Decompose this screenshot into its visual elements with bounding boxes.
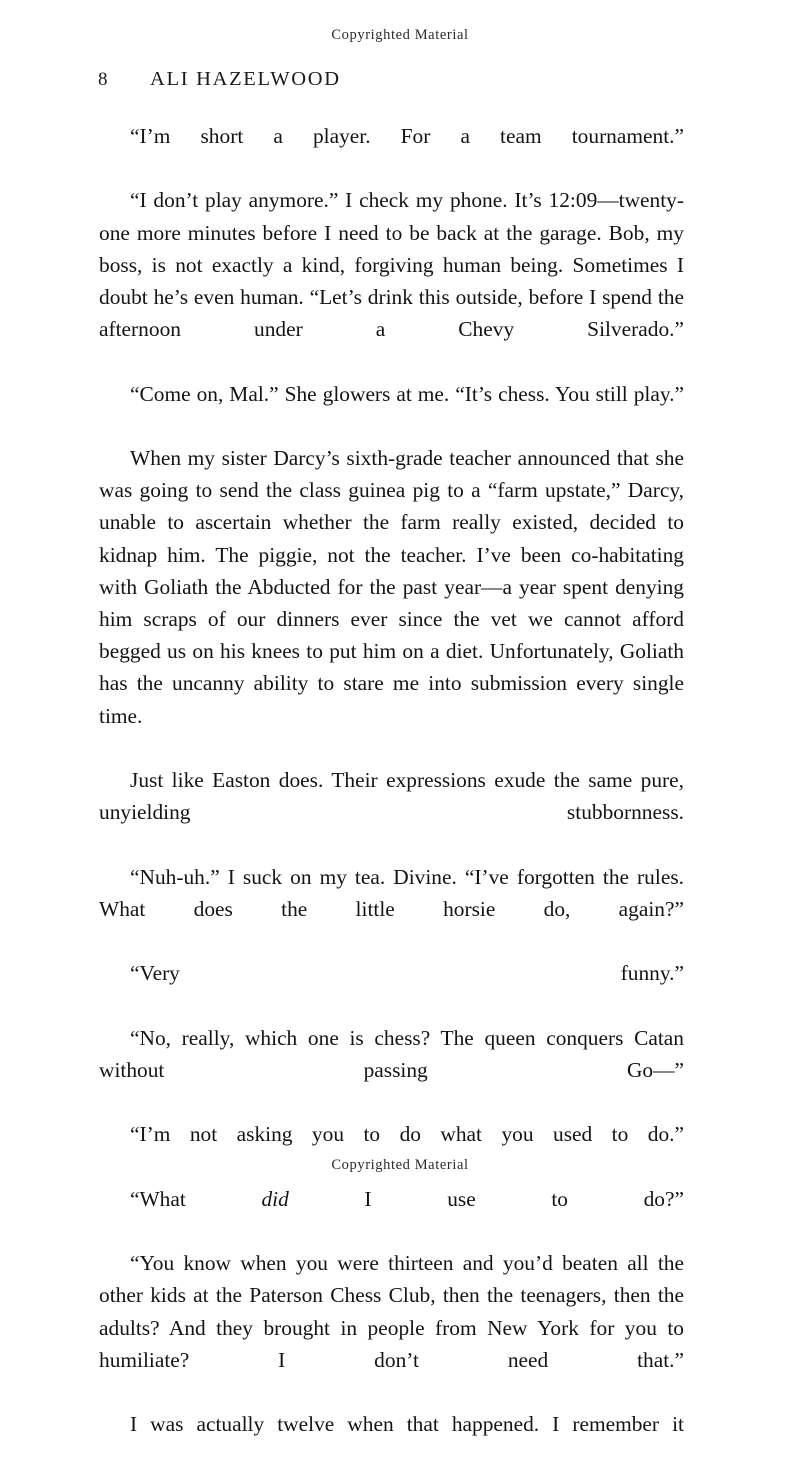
paragraph: “I’m not asking you to do what you used to do.” [130, 1122, 684, 1147]
paragraph: “No, really, which one is chess? The queen conquers Catan without passing Go—” [99, 1025, 684, 1082]
body-text [99, 120, 684, 1473]
running-head-author: ALI HAZELWOOD [150, 68, 341, 90]
paragraph-italic-did: “What did I use to do?” [130, 1186, 684, 1211]
paragraph: “I’m short a player. For a team tournament.” [130, 124, 684, 148]
paragraph: I was actually twelve when that happened. I remember it [130, 1412, 684, 1437]
paragraph: When my sister Darcy’s sixth-grade teacher announced that she was going to send the class guinea pig to a “farm upstate,” Darcy, unable to ascertain whether the farm really existed, decided to kidnap him. The piggie, not the teacher. I’ve been co-habitating with Goliath the Abducted for the past year—a year spent denying him scraps of our dinners ever since the vet we cannot afford begged us on his knees to put him on a diet. Unfortunately, Goliath has the uncanny ability to stare me into submission every single time. [99, 446, 684, 728]
paragraph: “Nuh-uh.” I suck on my tea. Divine. “I’ve forgotten the rules. What does the little horsie do, again?” [99, 864, 684, 921]
paragraph: “You know when you were thirteen and you’d beaten all the other kids at the Paterson Chess Club, then the teenagers, then the adults? And they brought in people from New York for you to humiliate? I don’t need that.” [99, 1251, 684, 1372]
page-header [98, 68, 698, 91]
page-number: 8 [98, 69, 108, 90]
paragraph: “I don’t play anymore.” I check my phone. It’s 12:09—twenty-one more minutes before I need to be back at the garage. Bob, my boss, is not exactly a kind, forgiving human being. Sometimes I doubt he’s even human. “Let’s drink this outside, before I spend the afternoon under a Chevy Silverado.” [99, 188, 684, 342]
paragraph: “Come on, Mal.” She glowers at me. “It’s chess. You still play.” [130, 381, 684, 406]
paragraph: Just like Easton does. Their expressions exude the same pure, unyielding stubbornness. [99, 768, 684, 825]
paragraph: “Very funny.” [130, 961, 684, 986]
copyright-watermark-bottom: Copyrighted Material [331, 1157, 469, 1173]
copyright-watermark-top: Copyrighted Material [331, 27, 469, 43]
